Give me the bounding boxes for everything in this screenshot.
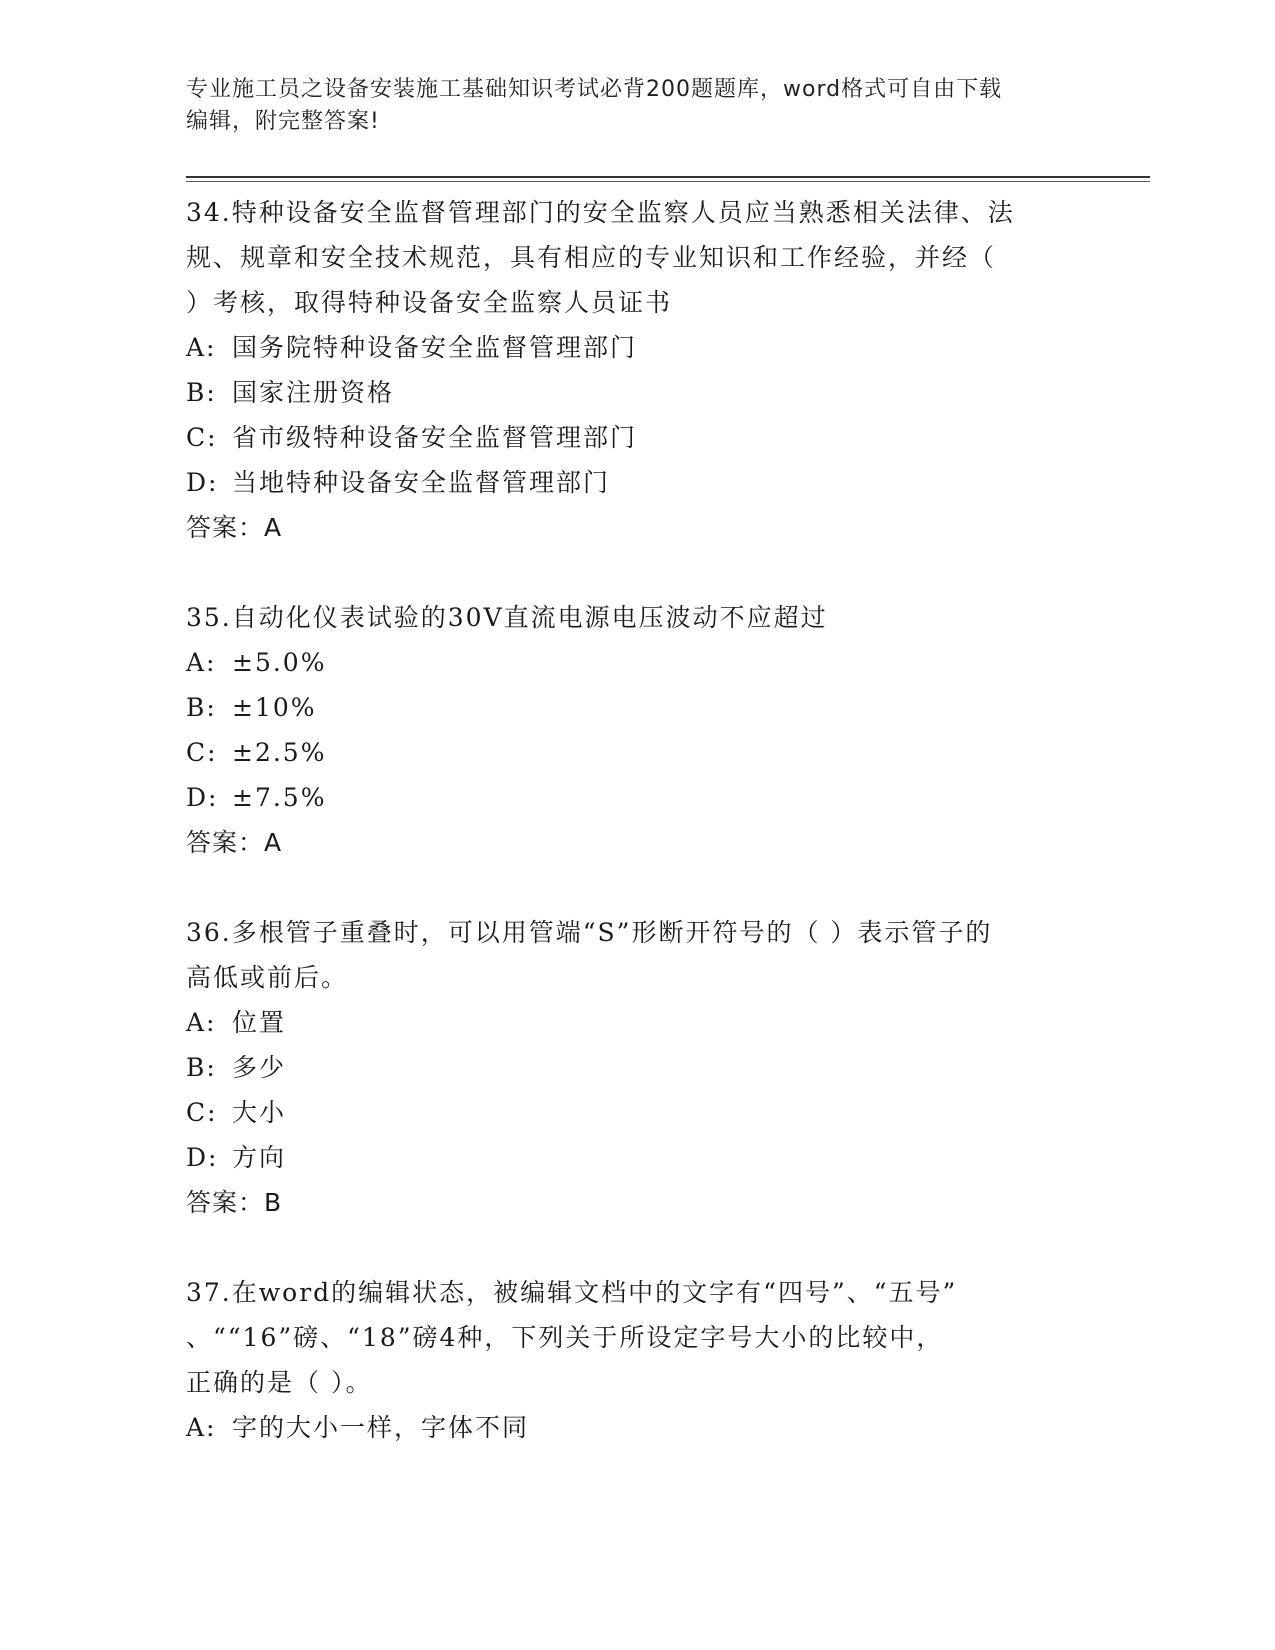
option-b bbox=[186, 1045, 1086, 1090]
option-text: 当地特种设备安全监督管理部门 bbox=[232, 468, 611, 497]
question-34 bbox=[186, 190, 1086, 550]
answer-label: 答案：A bbox=[186, 513, 283, 542]
header-line-2: 编辑，附完整答案! bbox=[186, 109, 380, 134]
option-text: 位置 bbox=[232, 1008, 287, 1037]
question-stem-line: 规、规章和安全技术规范，具有相应的专业知识和工作经验，并经（ bbox=[186, 243, 997, 272]
option-letter: A: bbox=[186, 1008, 217, 1037]
spacer bbox=[186, 865, 1086, 910]
option-text: 国务院特种设备安全监督管理部门 bbox=[232, 333, 638, 362]
option-letter: D: bbox=[186, 783, 219, 812]
answer-label: 答案：A bbox=[186, 828, 283, 857]
question-stem-line: 34.特种设备安全监督管理部门的安全监察人员应当熟悉相关法律、法 bbox=[186, 198, 1015, 227]
option-d bbox=[186, 775, 1086, 820]
option-a bbox=[186, 325, 1086, 370]
option-text: 大小 bbox=[232, 1098, 287, 1127]
question-stem-line: 36.多根管子重叠时，可以用管端“S”形断开符号的（ ）表示管子的 bbox=[186, 918, 993, 947]
document-header bbox=[186, 74, 1066, 138]
option-d bbox=[186, 1135, 1086, 1180]
option-c bbox=[186, 415, 1086, 460]
answer-label: 答案：B bbox=[186, 1188, 283, 1217]
header-rule-thin bbox=[186, 181, 1150, 182]
option-c bbox=[186, 1090, 1086, 1135]
header-rule-thick bbox=[186, 176, 1150, 178]
option-text: 多少 bbox=[232, 1053, 287, 1082]
option-letter: D: bbox=[186, 1143, 219, 1172]
question-stem-line: 37.在word的编辑状态，被编辑文档中的文字有“四号”、“五号” bbox=[186, 1278, 958, 1307]
option-text: 方向 bbox=[232, 1143, 287, 1172]
option-a bbox=[186, 1000, 1086, 1045]
option-letter: A: bbox=[186, 1413, 217, 1442]
question-stem-line: 高低或前后。 bbox=[186, 963, 349, 992]
question-36 bbox=[186, 910, 1086, 1225]
question-stem-line: 正确的是（ ）。 bbox=[186, 1368, 373, 1397]
option-letter: B: bbox=[186, 378, 217, 407]
option-c bbox=[186, 730, 1086, 775]
option-a bbox=[186, 1405, 1086, 1450]
option-text: ±10% bbox=[232, 693, 317, 722]
question-stem-line: ）考核，取得特种设备安全监察人员证书 bbox=[186, 288, 673, 317]
question-35 bbox=[186, 595, 1086, 865]
option-a bbox=[186, 640, 1086, 685]
option-text: ±2.5% bbox=[232, 738, 327, 767]
option-text: ±7.5% bbox=[232, 783, 327, 812]
header-line-1: 专业施工员之设备安装施工基础知识考试必背200题题库，word格式可自由下载 bbox=[186, 77, 1003, 102]
question-stem-line: 、““16”磅、“18”磅4种，下列关于所设定字号大小的比较中， bbox=[186, 1323, 944, 1352]
option-text: 国家注册资格 bbox=[232, 378, 395, 407]
option-letter: C: bbox=[186, 738, 218, 767]
option-letter: B: bbox=[186, 1053, 217, 1082]
option-letter: A: bbox=[186, 648, 217, 677]
option-text: 字的大小一样，字体不同 bbox=[232, 1413, 530, 1442]
option-letter: C: bbox=[186, 423, 218, 452]
option-text: ±5.0% bbox=[232, 648, 327, 677]
question-list bbox=[186, 190, 1086, 1450]
spacer bbox=[186, 1225, 1086, 1270]
option-b bbox=[186, 685, 1086, 730]
option-letter: D: bbox=[186, 468, 219, 497]
question-stem-line: 35.自动化仪表试验的30V直流电源电压波动不应超过 bbox=[186, 603, 828, 632]
option-b bbox=[186, 370, 1086, 415]
question-37 bbox=[186, 1270, 1086, 1450]
option-letter: C: bbox=[186, 1098, 218, 1127]
option-letter: B: bbox=[186, 693, 217, 722]
option-text: 省市级特种设备安全监督管理部门 bbox=[232, 423, 638, 452]
option-letter: A: bbox=[186, 333, 217, 362]
option-d bbox=[186, 460, 1086, 505]
spacer bbox=[186, 550, 1086, 595]
